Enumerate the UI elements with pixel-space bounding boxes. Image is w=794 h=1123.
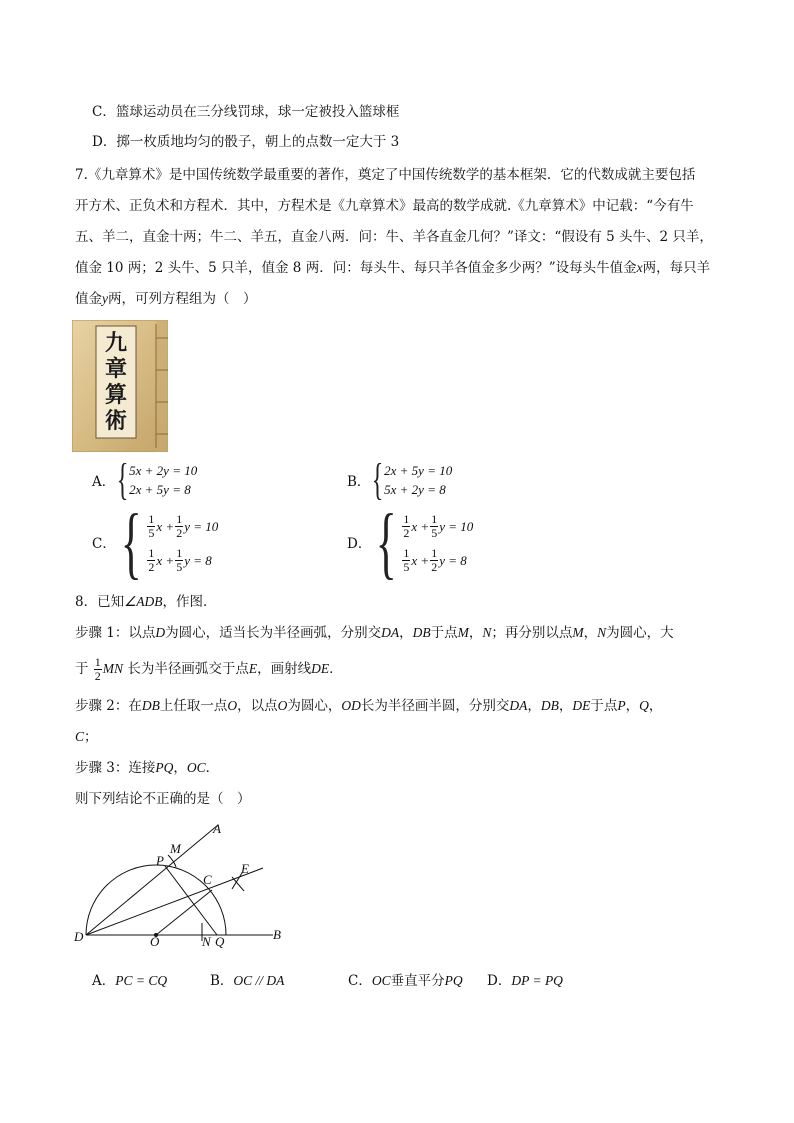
q8-option-b: B．OC // DA <box>210 973 285 989</box>
book-title-char-3: 算 <box>104 382 128 408</box>
book-title-char-1: 九 <box>104 330 128 356</box>
q7-text-line2: 开方术、正负术和方程术．其中，方程术是《九章算术》最高的数学成就.《九章算术》中记载：“今有牛 <box>75 198 694 214</box>
var-x: x <box>636 260 643 275</box>
q8-step3: 步骤 3：连接PQ，OC． <box>75 760 220 776</box>
label-d: D <box>74 929 84 944</box>
segment-oc <box>156 890 212 935</box>
label-e: E <box>241 861 249 876</box>
label-q: Q <box>215 934 225 949</box>
var-y: y <box>102 291 108 306</box>
jiuzhang-suanshu-book-image <box>72 320 168 452</box>
label-p: P <box>156 853 164 868</box>
ray-da <box>86 825 218 935</box>
book-title-char-2: 章 <box>104 356 128 382</box>
q7-text-line4: 值金 10 两；2 头牛、5 只羊，值金 8 两．问：每头牛、每只羊各值金多少两？”设每头牛值金x两，每只羊 <box>75 260 711 276</box>
q7-option-a-system: { 5x + 2y = 10 2x + 5y = 8 <box>116 455 198 504</box>
q7-option-b-label: B． <box>347 474 371 490</box>
q8-intro: 8．已知∠ADB，作图． <box>75 594 217 610</box>
q6-option-d: D．掷一枚质地均匀的骰子，朝上的点数一定大于 3 <box>92 134 400 150</box>
q8-option-d: D．DP = PQ <box>487 973 563 989</box>
q7-option-d-system: { $\frac{1}{2}$ x + $\frac{1}{5}$ y = 10 $\frac{1}{5}$ x + $\frac{1}{2}$ y = 8 <box>375 499 474 587</box>
label-m: M <box>170 841 181 856</box>
q7-option-c-system: { $\frac{1}{5}$ x + $\frac{1}{2}$ y = 10 $\frac{1}{2}$ x + $\frac{1}{5}$ y = 8 <box>120 499 219 587</box>
label-b: B <box>273 927 281 942</box>
label-a: A <box>213 821 221 836</box>
q7-option-d-label: D． <box>347 536 372 552</box>
q7-option-a-label: A． <box>92 474 116 490</box>
q8-option-a: A．PC = CQ <box>92 973 168 989</box>
label-o: O <box>150 934 160 949</box>
q7-text-line5: 值金y两，可列方程组为（ ） <box>75 291 257 307</box>
book-title-char-4: 術 <box>104 408 128 434</box>
q8-option-c: C．OC垂直平分PQ <box>348 973 463 989</box>
q8-step2: 步骤 2：在DB上任取一点O，以点O为圆心，OD长为半径画半圆，分别交DA，DB，DE于点P，Q， <box>75 698 663 714</box>
q7-text-line1: 7.《九章算术》是中国传统数学最重要的著作，奠定了中国传统数学的基本框架．它的代数成就主要包括 <box>75 167 696 183</box>
q7-option-c-label: C． <box>92 536 116 552</box>
q6-option-c: C．篮球运动员在三分线罚球，球一定被投入篮球框 <box>92 104 400 120</box>
q8-step1: 步骤 1：以点D为圆心，适当长为半径画弧，分别交DA，DB于点M，N；再分别以点M，N为圆心，大 <box>75 625 674 641</box>
q8-step1-cont: 于 $\frac{1}{2}$ MN 长为半径画弧交于点E，画射线DE． <box>75 655 343 683</box>
label-n: N <box>202 934 211 949</box>
q7-option-b-system: { 2x + 5y = 10 5x + 2y = 8 <box>371 455 453 504</box>
q8-step2-cont: C； <box>75 729 98 745</box>
label-c: C <box>203 872 212 887</box>
q7-text-line3: 五、羊二，直金十两；牛二、羊五，直金八两．问：牛、羊各直金几何？”译文：“假设有 5 头牛、2 只羊， <box>75 229 713 245</box>
q8-geometry-figure <box>60 815 300 950</box>
q8-question: 则下列结论不正确的是（ ） <box>75 791 251 807</box>
